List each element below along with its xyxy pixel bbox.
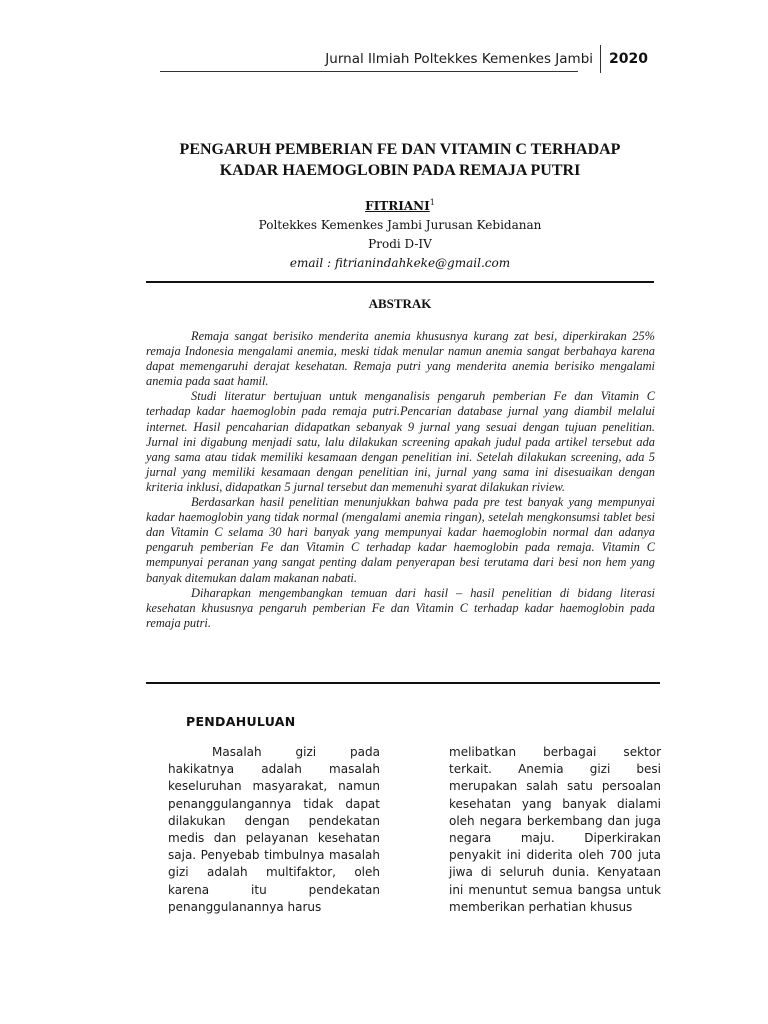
author-program: Prodi D-IV (368, 237, 432, 251)
body-paragraph-left: Masalah gizi pada hakikatnya adalah masalah keseluruhan masyarakat, namun penanggulangannya tidak dapat dilakukan dengan pendekatan medis dan pelayanan kesehatan saja. Penyebab timbulnya masalah gizi adalah multifaktor, oleh karena itu pendekatan penanggulanannya harus (168, 745, 380, 914)
body-column-left (168, 744, 380, 916)
abstract-body (146, 329, 655, 631)
abstract-bottom-rule (146, 682, 660, 684)
author-affiliation: Poltekkes Kemenkes Jambi Jurusan Kebidanan (258, 218, 542, 232)
abstract-paragraph: Diharapkan mengembangkan temuan dari hasil – hasil penelitian di bidang literasi kesehatan khususnya pengaruh pemberian Fe dan Vitamin C terhadap kadar haemoglobin pada remaja putri. (146, 585, 655, 630)
header-underline (160, 71, 578, 72)
abstract-paragraph: Remaja sangat berisiko menderita anemia khususnya kurang zat besi, diperkirakan 25% remaja Indonesia mengalami anemia, meski tidak menular namun anemia sangat berbahaya karena dapat memengaruhi derajat kesehatan. Remaja putri yang menderita anemia berisiko mengalami anemia pada saat hamil. (146, 329, 655, 389)
author-superscript: 1 (429, 198, 435, 207)
body-paragraph-right: melibatkan berbagai sektor terkait. Anemia gizi besi merupakan salah satu persoalan kesehatan yang banyak dialami oleh negara berkembang dan juga negara maju. Diperkirakan penyakit ini diderita oleh 700 juta jiwa di seluruh dunia. Kenyataan ini menuntut semua bangsa untuk memberikan perhatian khusus (449, 745, 661, 914)
abstract-heading: ABSTRAK (368, 296, 432, 311)
body-column-right (449, 744, 661, 916)
abstract-paragraph: Berdasarkan hasil penelitian menunjukkan bahwa pada pre test banyak yang mempunyai kadar haemoglobin yang tidak normal (mengalami anemia ringan), setelah mengkonsumsi tablet besi dan Vitamin C selama 30 hari banyak yang mempunyai kadar haemoglobin normal dan adanya pengaruh pemberian Fe dan Vitamin C terhadap kadar haemoglobin pada remaja. Vitamin C mempunyai peranan yang sangat penting dalam penyerapan besi terutama dari besi non hem yang banyak ditemukan dalam makanan nabati. (146, 495, 655, 585)
journal-year: 2020 (609, 51, 648, 67)
abstract-paragraph: Studi literatur bertujuan untuk menganalisis pengaruh pemberian Fe dan Vitamin C terhadap kadar haemoglobin pada remaja putri.Pencarian database jurnal yang diambil melalui internet. Hasil pencaharian didapatkan sebanyak 9 jurnal yang sesuai dengan tujuan penelitian. Jurnal ini digabung menjadi satu, lalu dilakukan screening apakah judul pada artikel tersebut ada yang sama atau tidak memiliki kesamaan dengan penelitian ini. Setelah dilakukan screening, ada 5 jurnal yang memiliki kesamaan dengan penelitian ini, jurnal yang sama ini disesuaikan dengan kriteria inklusi, didapatkan 5 jurnal tersebut dan memenuhi syarat dilakukan riview. (146, 389, 655, 494)
title-line-2: KADAR HAEMOGLOBIN PADA REMAJA PUTRI (219, 162, 581, 179)
paper-title (100, 139, 700, 181)
section-heading-pendahuluan: PENDAHULUAN (186, 714, 296, 729)
author-name-line (100, 193, 700, 216)
author-name: FITRIANI (365, 199, 430, 213)
journal-header (325, 45, 648, 73)
journal-name: Jurnal Ilmiah Poltekkes Kemenkes Jambi (325, 51, 594, 67)
abstract-top-rule (146, 281, 654, 283)
author-block (100, 193, 700, 273)
title-line-1: PENGARUH PEMBERIAN FE DAN VITAMIN C TERHADAP (179, 141, 621, 158)
author-email: email : fitrianindahkeke@gmail.com (289, 256, 511, 270)
